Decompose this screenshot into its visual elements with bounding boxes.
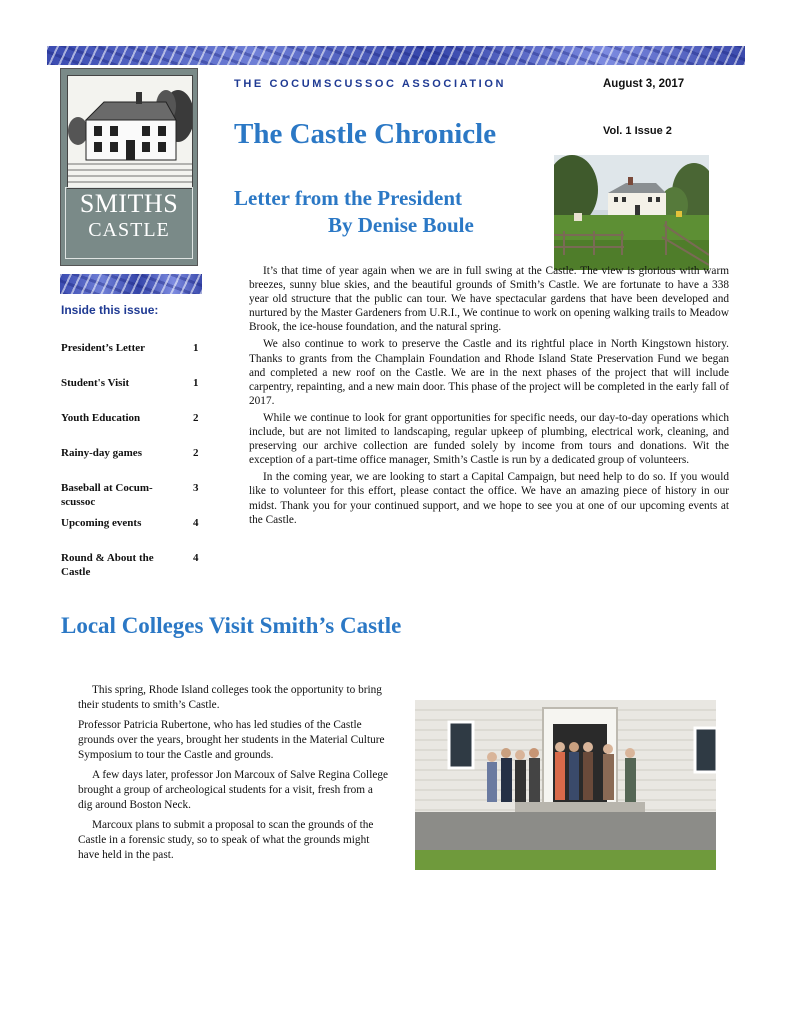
logo-title <box>61 191 197 240</box>
letter-body <box>249 264 729 530</box>
colleges-article-heading: Local Colleges Visit Smith’s Castle <box>61 613 402 638</box>
toc-item-page: 4 <box>193 552 199 564</box>
toc-item-label: Rainy-day games <box>61 447 142 459</box>
toc-item-label: Round & About the Castle <box>61 552 154 578</box>
letter-heading: Letter from the President <box>234 186 463 210</box>
letter-paragraph: We also continue to work to preserve the Castle and its rightful place in North Kingstown history. Thanks to grants from the Champlain Foundation and Rhode Island State Preservation Fund we began and completed a new roof on the Castle. We are in the next phases of the project that will include carpentry, repainting, and a new main door. This phase of the project will be completed in the early fall of 2017. <box>249 338 729 407</box>
toc-item <box>61 482 206 509</box>
toc-item-page: 1 <box>193 377 199 389</box>
logo-title-line2: CASTLE <box>88 219 170 241</box>
header-decorative-band <box>47 46 745 65</box>
toc-decorative-band <box>60 274 202 294</box>
letter-paragraph: In the coming year, we are looking to start a Capital Campaign, but need help to do so. If you would like to volunteer for this effort, please contact the office. We have an amazing piece of history in our midst. Thank you for your continued support, and we hope to see you at one of our upcoming events at the Castle. <box>249 471 729 526</box>
toc-item-page: 2 <box>193 447 199 459</box>
students-group-photo <box>415 700 716 870</box>
colleges-article-body <box>78 683 390 868</box>
toc-item-page: 1 <box>193 342 199 354</box>
smiths-castle-logo <box>60 68 198 266</box>
letter-byline: By Denise Boule <box>328 213 474 237</box>
toc-item-label: Upcoming events <box>61 517 142 529</box>
article-paragraph: Marcoux plans to submit a proposal to scan the grounds of the Castle in a forensic study, so to speak of what the grounds might have held in the past. <box>78 819 374 861</box>
toc-heading: Inside this issue: <box>61 303 159 317</box>
toc-item-page: 3 <box>193 482 199 494</box>
toc-item <box>61 552 206 579</box>
article-paragraph: This spring, Rhode Island colleges took the opportunity to bring their students to smith’s Castle. <box>78 684 382 711</box>
volume-issue: Vol. 1 Issue 2 <box>603 125 672 137</box>
toc-item-label: Youth Education <box>61 412 141 424</box>
letter-paragraph: It’s that time of year again when we are in full swing at the Castle. The view is glorious with warm breezes, sunny blue skies, and the beautiful grounds of Smith’s Castle. We are fortunate to have a 338 year old structure that the public can tour. We have spectacular gardens that have been developed and nurtured by the Master Gardeners from U.R.I., We continue to work on opening walking trails to Meadow Brook, the ice-house foundation, and the natural spring. <box>249 265 729 334</box>
toc-item-label: Baseball at Cocum-scussoc <box>61 482 153 508</box>
newsletter-title: The Castle Chronicle <box>234 118 497 150</box>
association-name: THE COCUMSCUSSOC ASSOCIATION <box>234 78 507 90</box>
article-paragraph: Professor Patricia Rubertone, who has led studies of the Castle grounds over the years, brought her students in the Material Culture Symposium to tour the Castle and grounds. <box>78 719 385 761</box>
castle-photo <box>554 155 709 270</box>
toc-item-label: President’s Letter <box>61 342 145 354</box>
toc-item-label: Student's Visit <box>61 377 130 389</box>
issue-date: August 3, 2017 <box>603 78 685 90</box>
toc-item <box>61 342 206 356</box>
toc-item <box>61 412 206 426</box>
letter-paragraph: While we continue to look for grant opportunities for specific needs, our day-to-day operations which include, but are not limited to landscaping, regular upkeep of plumbing, electrical work, cleaning, and preserving our archive collection are funded solely by income from tours and donations. Wit the exception of a part-time office manager, Smith’s Castle is run by a dedicated group of volunteers. <box>249 411 729 467</box>
toc-item <box>61 517 206 531</box>
toc-item-page: 2 <box>193 412 199 424</box>
toc-item-page: 4 <box>193 517 199 529</box>
article-paragraph: A few days later, professor Jon Marcoux of Salve Regina College brought a group of archeological students for a visit, fresh from a dig around Boston Neck. <box>78 769 389 811</box>
logo-title-line1: SMITHS <box>79 189 179 218</box>
toc-item <box>61 447 206 461</box>
castle-engraving-image <box>67 75 193 189</box>
toc-item <box>61 377 206 391</box>
